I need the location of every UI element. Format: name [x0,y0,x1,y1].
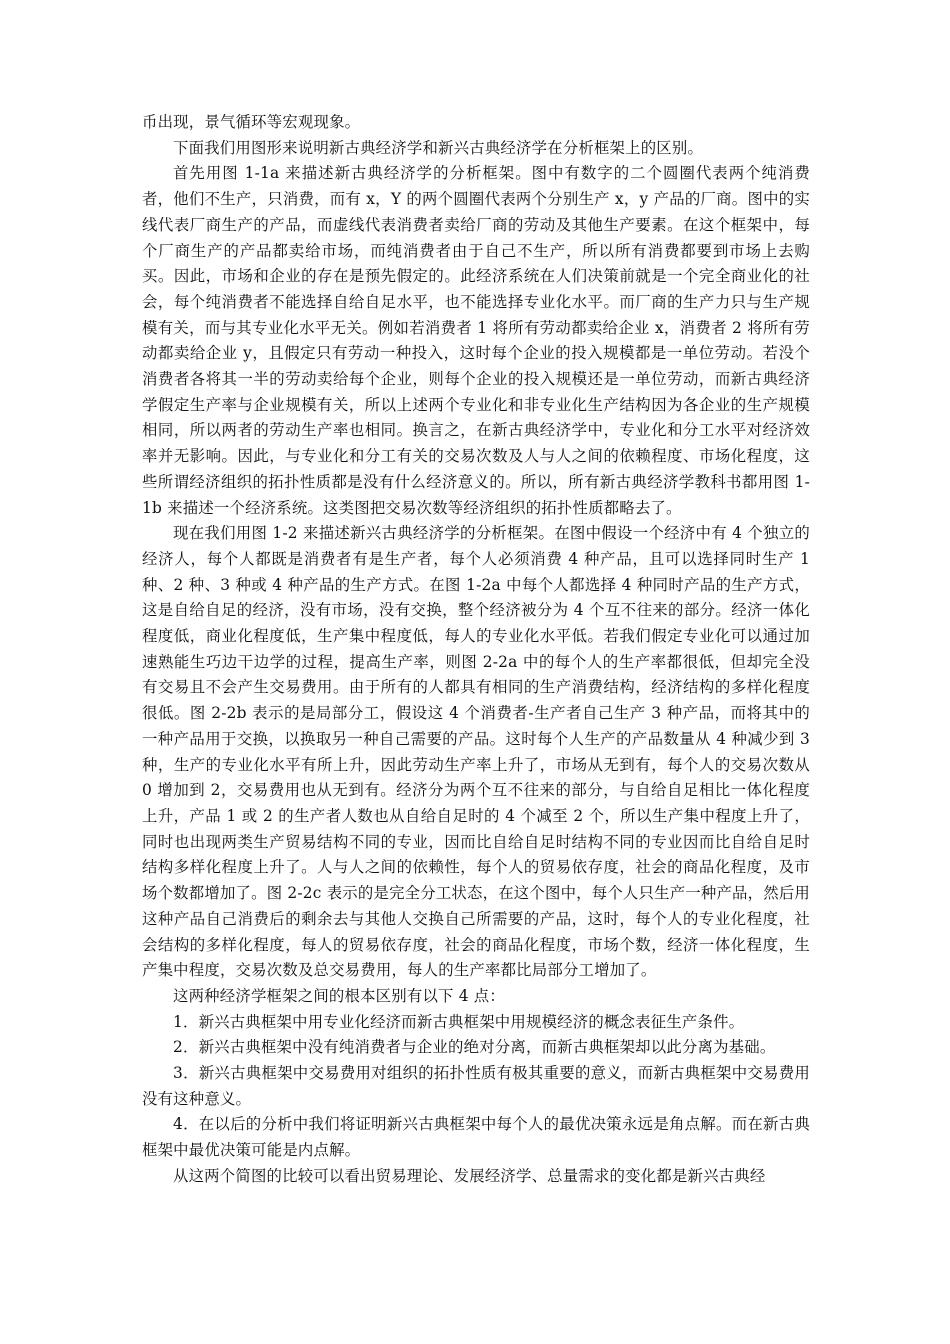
paragraph-5: 这两种经济学框架之间的根本区别有以下 4 点： [173,986,505,1005]
list-item-2: 2．新兴古典框架中没有纯消费者与企业的绝对分离，而新古典框架却以此分离为基础。 [173,1038,776,1057]
list-item-4: 4．在以后的分析中我们将证明新兴古典框架中每个人的最优决策永远是角点解。而在新古典框架中最优决策可能是内点解。 [142,1115,810,1160]
document-page [142,110,810,1190]
list-item-3: 3．新兴古典框架中交易费用对组织的拓扑性质有极其重要的意义，而新古典框架中交易费用没有这种意义。 [142,1064,810,1108]
paragraph-1: 币出现，景气循环等宏观现象。 [142,113,361,131]
paragraph-2: 下面我们用图形来说明新古典经济学和新兴古典经济学在分析框架上的区别。 [173,138,704,157]
paragraph-last: 从这两个简图的比较可以看出贸易理论、发展经济学、总量需求的变化都是新兴古典经 [173,1166,766,1185]
list-item-1: 1．新兴古典框架中用专业化经济而新古典框架中用规模经济的概念表征生产条件。 [173,1012,745,1031]
paragraph-4: 现在我们用图 1-2 来描述新兴古典经济学的分析框架。在图中假设一个经济中有 4 个独立的经济人，每个人都既是消费者有是生产者，每个人必须消费 4 种产品，且可以选择同时生产 1 种、2 种、3 种或 4 种产品的生产方式。在图 1-2a 中每个人都选择 4 种同时产品的生产方式，这是自给自足的经济，没有市场，没有交换，整个经济被分为 4 个互不往来的部分。经济一体化程度低，商业化程度低，生产集中程度低，每人的专业化水平低。若我们假定专业化可以通过加速熟能生巧边干边学的过程，提高生产率，则图 2-2a 中的每个人的生产率都很低，但却完全没有交易且不会产生交易费用。由于所有的人都具有相同的生产消费结构，经济结构的多样化程度很低。图 2-2b 表示的是局部分工，假设这 4 个消费者-生产者自己生产 3 种产品，而将其中的一种产品用于交换，以换取另一种自己需要的产品。这时每个人生产的产品数量从 4 种减少到 3 种，生产的专业化水平有所上升，因此劳动生产率上升了，市场从无到有，每个人的交易次数从 0 增加到 2，交易费用也从无到有。经济分为两个互不往来的部分，与自给自足相比一体化程度上升，产品 1 或 2 的生产者人数也从自给自足时的 4 个减至 2 个，所以生产集中程度上升了，同时也出现两类生产贸易结构不同的专业，因而比自给自足时结构不同的专业因而比自给自足时结构多样化程度上升了。人与人之间的依赖性，每个人的贸易依存度，社会的商品化程度，及市场个数都增加了。图 2-2c 表示的是完全分工状态，在这个图中，每个人只生产一种产品，然后用这种产品自己消费后的剩余去与其他人交换自己所需要的产品，这时，每个人的专业化程度，社会结构的多样化程度，每人的贸易依存度，社会的商品化程度，市场个数，经济一体化程度，生产集中程度，交易次数及总交易费用，每人的生产率都比局部分工增加了。 [142,524,811,980]
paragraph-3: 首先用图 1-1a 来描述新古典经济学的分析框架。图中有数字的二个圆圈代表两个纯消费者，他们不生产，只消费，而有 x，Y 的两个圆圈代表两个分别生产 x，y 产品的厂商。图中的实线代表厂商生产的产品，而虚线代表消费者卖给厂商的劳动及其他生产要素。在这个框架中，每个厂商生产的产品都卖给市场，而纯消费者由于自己不生产，所以所有消费都要到市场上去购买。因此，市场和企业的存在是预先假定的。此经济系统在人们决策前就是一个完全商业化的社会，每个纯消费者不能选择自给自足水平，也不能选择专业化水平。而厂商的生产力只与生产规模有关，而与其专业化水平无关。例如若消费者 1 将所有劳动都卖给企业 x，消费者 2 将所有劳动都卖给企业 y，且假定只有劳动一种投入，这时每个企业的投入规模都是一单位劳动。若没个消费者各将其一半的劳动卖给每个企业，则每个企业的投入规模还是一单位劳动，而新古典经济学假定生产率与企业规模有关，所以上述两个专业化和非专业化生产结构因为各企业的生产规模相同，所以两者的劳动生产率也相同。换言之，在新古典经济学中，专业化和分工水平对经济效率并无影响。因此，与专业化和分工有关的交易次数及人与人之间的依赖程度、市场化程度，这些所谓经济组织的拓扑性质都是没有什么经济意义的。所以，所有新古典经济学教科书都用图 1-1b 来描述一个经济系统。这类图把交易次数等经济组织的拓扑性质都略去了。 [142,164,810,517]
